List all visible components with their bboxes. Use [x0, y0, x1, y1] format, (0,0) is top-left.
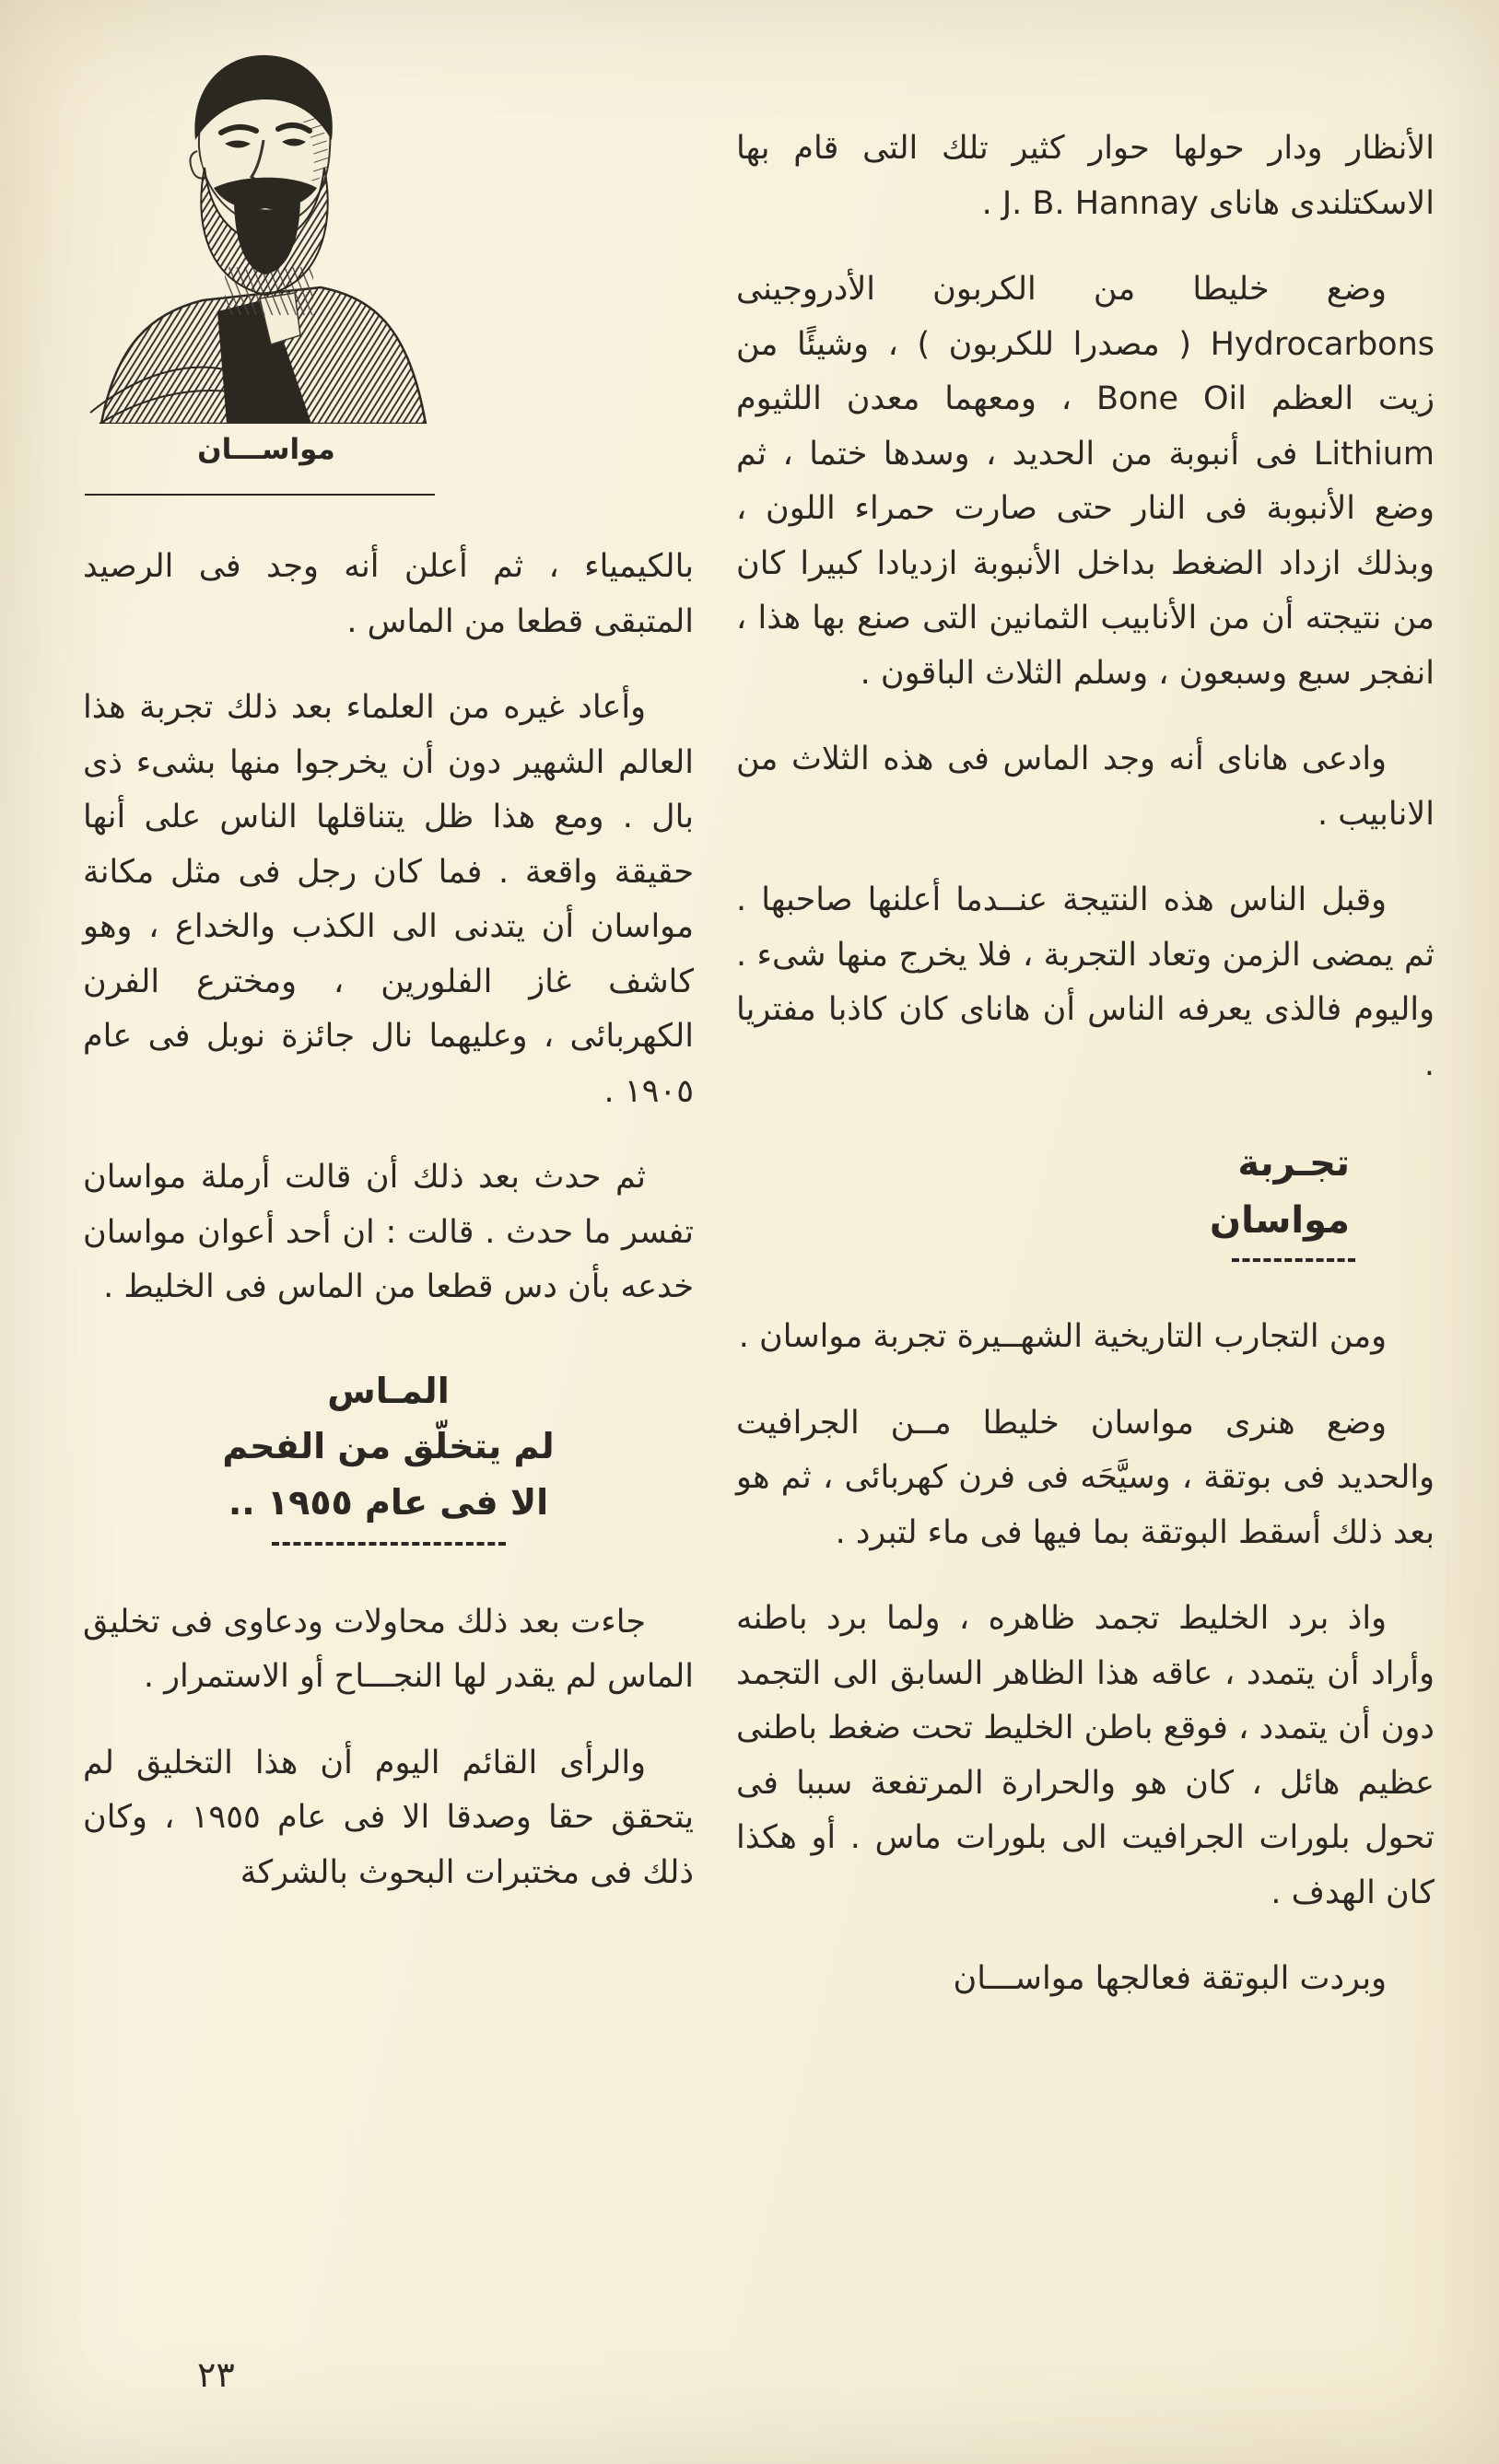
left-column	[83, 33, 694, 1932]
paragraph: بالكيمياء ، ثم أعلن أنه وجد فى الرصيد المتبقى قطعا من الماس .	[83, 548, 694, 640]
heading-line: المـاس	[327, 1370, 450, 1411]
paragraph: والرأى القائم اليوم أن هذا التخليق لم يتحقق حقا وصدقا الا فى عام ١٩٥٥ ، وكان ذلك فى مختبرات البحوث بالشركة	[83, 1744, 694, 1891]
paragraph: وبردت البوتقة فعالجها مواســـان	[953, 1960, 1387, 1997]
paragraph: جاءت بعد ذلك محاولات ودعاوى فى تخليق الماس لم يقدر لها النجـــاح أو الاستمرار .	[83, 1603, 694, 1696]
section-heading-diamond-1955	[83, 1363, 694, 1531]
heading-line: الا فى عام ١٩٥٥ ..	[228, 1482, 549, 1524]
heading-underline	[272, 1542, 506, 1546]
right-column	[736, 33, 1435, 2038]
heading-line: مواسان	[1209, 1199, 1350, 1242]
moissan-portrait	[83, 33, 450, 466]
paragraph: وقبل الناس هذه النتيجة عنــدما أعلنها صاحبها . ثم يمضى الزمن وتعاد التجربة ، فلا يخرج منها شىء . واليوم فالذى يعرفه الناس أن هاناى كان كاذبا مفتريا .	[736, 882, 1435, 1083]
separator-rule	[85, 494, 435, 496]
paragraph: ثم حدث بعد ذلك أن قالت أرملة مواسان تفسر ما حدث . قالت : ان أحد أعوان مواسان خدعه بأن دس قطعا من الماس فى الخليط .	[83, 1159, 694, 1305]
portrait-caption: مواســـان	[197, 433, 335, 466]
paragraph: وادعى هاناى أنه وجد الماس فى هذه الثلاث من الانابيب .	[736, 741, 1435, 833]
heading-underline	[1232, 1258, 1355, 1262]
paragraph: واذ برد الخليط تجمد ظاهره ، ولما برد باطنه وأراد أن يتمدد ، عاقه هذا الظاهر السابق الى التجمد دون أن يتمدد ، فوقع باطن الخليط تحت ضغط باطنى عظيم هائل ، كان هو والحرارة المرتفعة سببا فى تحول بلورات الجرافيت الى بلورات ماس . أو هكذا كان الهدف .	[736, 1600, 1435, 1911]
section-heading-moissan-experiment	[736, 1135, 1350, 1249]
heading-line: تجـربة	[1237, 1142, 1350, 1185]
paragraph: وأعاد غيره من العلماء بعد ذلك تجربة هذا العالم الشهير دون أن يخرجوا منها بشىء ذى بال . ومع هذا ظل يتناقلها الناس على أنها حقيقة واقعة . فما كان رجل فى مثل مكانة مواسان أن يتدنى الى الكذب والخداع ، وهو كاشف غاز الفلورين ، ومخترع الفرن الكهربائى ، وعليهما نال جائزة نوبل فى عام ١٩٠٥ .	[83, 689, 694, 1110]
paragraph: الأنظار ودار حولها حوار كثير تلك التى قام بها الاسكتلندى هاناى J. B. Hannay .	[736, 130, 1435, 222]
paragraph: وضع خليطا من الكربون الأدروجينى Hydrocarbons ( مصدرا للكربون ) ، وشيئًا من زيت العظم Bone Oil ، ومعهما معدن اللثيوم Lithium فى أنبوبة من الحديد ، وسدها ختما ، ثم وضع الأنبوبة فى النار حتى صارت حمراء اللون ، وبذلك ازداد الضغط بداخل الأنبوبة ازديادا كبيرا كان من نتيجته أن من الأنابيب الثمانين التى صنع بها هذا ، انفجر سبع وسبعون ، وسلم الثلاث الباقون .	[736, 271, 1435, 692]
paragraph: وضع هنرى مواسان خليطا مــن الجرافيت والحديد فى بوتقة ، وسيَّحَه فى فرن كهربائى ، ثم هو بعد ذلك أسقط البوتقة بما فيها فى ماء لتبرد .	[736, 1404, 1435, 1551]
page-number: ٢٣	[197, 2354, 235, 2395]
heading-line: لم يتخلّق من الفحم	[222, 1426, 555, 1467]
portrait-illustration	[83, 33, 450, 424]
paragraph: ومن التجارب التاريخية الشهــيرة تجربة مواسان .	[738, 1318, 1387, 1355]
